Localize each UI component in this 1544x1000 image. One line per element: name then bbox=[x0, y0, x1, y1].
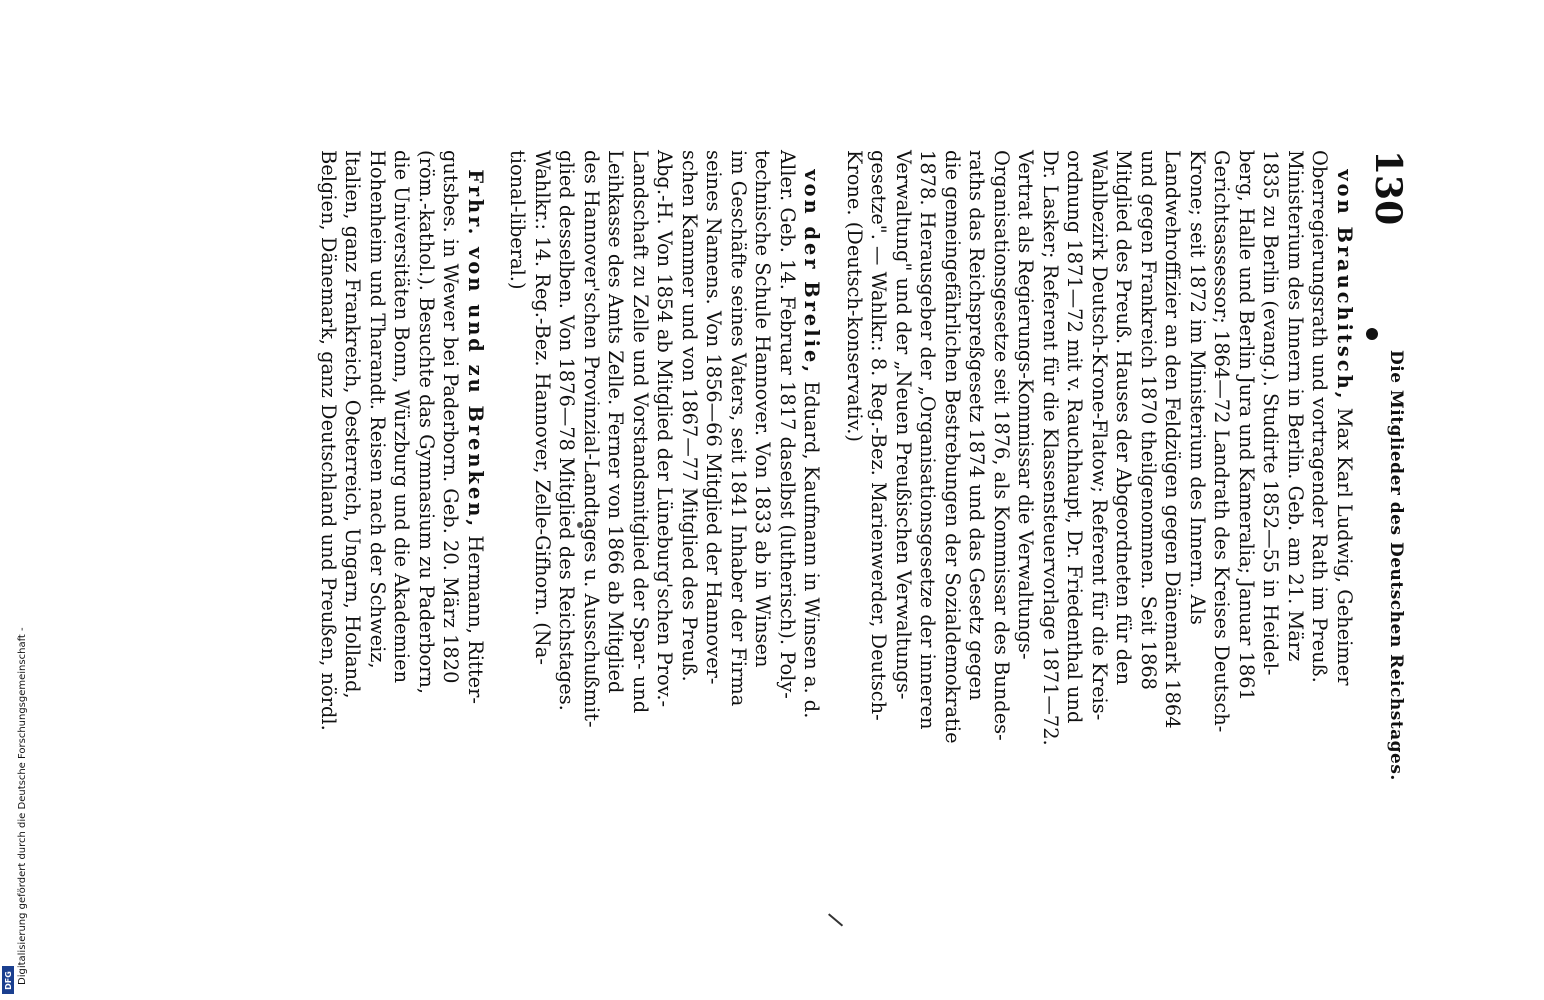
entry-line: Organisationsgesetze seit 1876, als Kommissar des Bundes- bbox=[990, 150, 1013, 741]
entry-lines bbox=[505, 150, 799, 870]
entry-line: Krone. (Deutsch-konservativ.) bbox=[843, 150, 866, 442]
entry-line: Verwaltung" und der „Neuen Preußischen Verwaltungs- bbox=[892, 150, 915, 700]
entry-line: gesetze". — Wahlkr.: 8. Reg.-Bez. Marienwerder, Deutsch- bbox=[867, 150, 891, 721]
entry-line: im Geschäfte seines Vaters, seit 1841 Inhaber der Firma bbox=[727, 150, 750, 707]
entry-line: Landschaft zu Zelle und Vorstandsmitglied der Spar- und bbox=[629, 150, 652, 714]
entry-line: schen Kammer und von 1867—77 Mitglied des Preuß. bbox=[678, 150, 701, 682]
entry-line: Vertrat als Regierungs-Kommissar die Verwaltungs- bbox=[1014, 150, 1038, 660]
entry-line: Landwehroffizier an den Feldzügen gegen Dänemark 1864 bbox=[1161, 150, 1185, 729]
entry-line: Aller. Geb. 14. Februar 1817 daselbst (lutherisch). Poly- bbox=[776, 150, 799, 699]
entry-brenken bbox=[316, 150, 488, 870]
entry-line: des Hannover'schen Provinzial-Landtages u. Ausschußmit- bbox=[580, 150, 603, 728]
entry-line: die Universitäten Bonn, Würzburg und die Akademien bbox=[390, 150, 414, 684]
rotated-book-page bbox=[140, 150, 1440, 870]
scan-mark bbox=[823, 913, 843, 932]
entry-line: 1878. Herausgeber der „Organisationsgesetze der inneren bbox=[916, 150, 940, 730]
entry-line: Belgien, Dänemark, ganz Deutschland und Preußen, nördl. bbox=[317, 150, 340, 731]
entry-first-line-text: Eduard, Kaufmann in Winsen a. d. bbox=[800, 381, 824, 719]
entry-brauchitsch bbox=[842, 150, 1357, 870]
ornament-dot bbox=[1366, 328, 1378, 340]
entry-line: Ministerium des Innern in Berlin. Geb. am 21. März bbox=[1284, 150, 1307, 662]
entry-line: (röm.-kathol.). Besuchte das Gymnasium zu Paderborn, bbox=[415, 150, 438, 695]
entry-first-line bbox=[1332, 150, 1357, 870]
entry-line: Mitglied des Preuß. Hauses der Abgeordneten für den bbox=[1112, 150, 1136, 686]
entry-line: Italien, ganz Frankreich, Oesterreich, Ungarn, Holland, bbox=[341, 150, 365, 699]
entry-line: Wahlkr.: 14. Reg.-Bez. Hannover, Zelle-Gifhorn. (Na- bbox=[531, 150, 554, 665]
entry-line: Abg.-H. Von 1854 ab Mitglied der Lüneburg'schen Prov.- bbox=[653, 150, 677, 708]
digitization-credit: Digitalisierung gefördert durch die Deutsche Forschungsgemeinschaft - bbox=[17, 627, 28, 985]
entry-first-line bbox=[463, 150, 488, 870]
entry-brelie bbox=[505, 150, 824, 870]
dfg-logo bbox=[2, 966, 14, 994]
entry-line: technische Schule Hannover. Von 1833 ab in Winsen bbox=[751, 150, 775, 668]
entry-line: und gegen Frankreich 1870 theilgenommen. Seit 1868 bbox=[1137, 150, 1160, 691]
entry-line: Dr. Lasker; Referent für die Klassensteuervorlage 1871—72. bbox=[1039, 150, 1062, 746]
entry-lines bbox=[842, 150, 1332, 870]
entry-line: Krone; seit 1872 im Ministerium des Innern. Als bbox=[1186, 150, 1209, 625]
entry-line: glied desselben. Von 1876—78 Mitglied des Reichstages. bbox=[555, 150, 579, 711]
entry-line: ordnung 1871—72 mit v. Rauchhaupt, Dr. Friedenthal und bbox=[1063, 150, 1087, 724]
entry-line: gutsbes. in Wewer bei Paderborn. Geb. 20. März 1820 bbox=[439, 150, 463, 684]
entry-line: tional-liberal.) bbox=[506, 150, 530, 290]
entry-line: Wahlbezirk Deutsch-Krone-Flatow; Referent für die Kreis- bbox=[1088, 150, 1111, 721]
entry-lines bbox=[316, 150, 463, 870]
entry-name: Frhr. von und zu Brenken, bbox=[464, 169, 487, 530]
entry-line: Hohenheim und Tharandt. Reisen nach der Schweiz, bbox=[366, 150, 389, 669]
entry-line: seines Namens. Von 1856—66 Mitglied der Hannover- bbox=[702, 150, 726, 685]
entry-line: raths das Reichspreßgesetz 1874 und das Gesetz gegen bbox=[965, 150, 989, 701]
entry-first-line-text: Hermann, Ritter- bbox=[464, 535, 487, 704]
entry-line: Leihkasse des Amts Zelle. Ferner von 1866 ab Mitglied bbox=[604, 150, 628, 694]
page-number: 130 bbox=[1367, 150, 1409, 226]
entry-first-line bbox=[799, 150, 824, 870]
entry-line: Gerichtsassessor; 1864—72 Landrath des Kreises Deutsch- bbox=[1210, 150, 1234, 733]
dfg-logo-text: DFG bbox=[3, 970, 13, 990]
entry-line: die gemeingefährlichen Bestrebungen der Sozialdemokratie bbox=[941, 150, 964, 744]
biography-entries bbox=[298, 150, 1357, 870]
entry-name: von Brauchitsch, bbox=[1333, 169, 1356, 402]
entry-line: 1835 zu Berlin (evang.). Studirte 1852—55 in Heidel- bbox=[1259, 150, 1283, 676]
entry-first-line-text: Max Karl Ludwig, Geheimer bbox=[1333, 407, 1356, 686]
running-head: Die Mitglieder des Deutschen Reichstages. bbox=[1386, 350, 1406, 781]
entry-line: berg, Halle und Berlin Jura und Kameralia; Januar 1861 bbox=[1235, 150, 1258, 701]
entry-name: von der Brelie, bbox=[800, 169, 824, 376]
entry-line: Oberregierungsrath und vortragender Rath im Preuß. bbox=[1308, 150, 1332, 683]
